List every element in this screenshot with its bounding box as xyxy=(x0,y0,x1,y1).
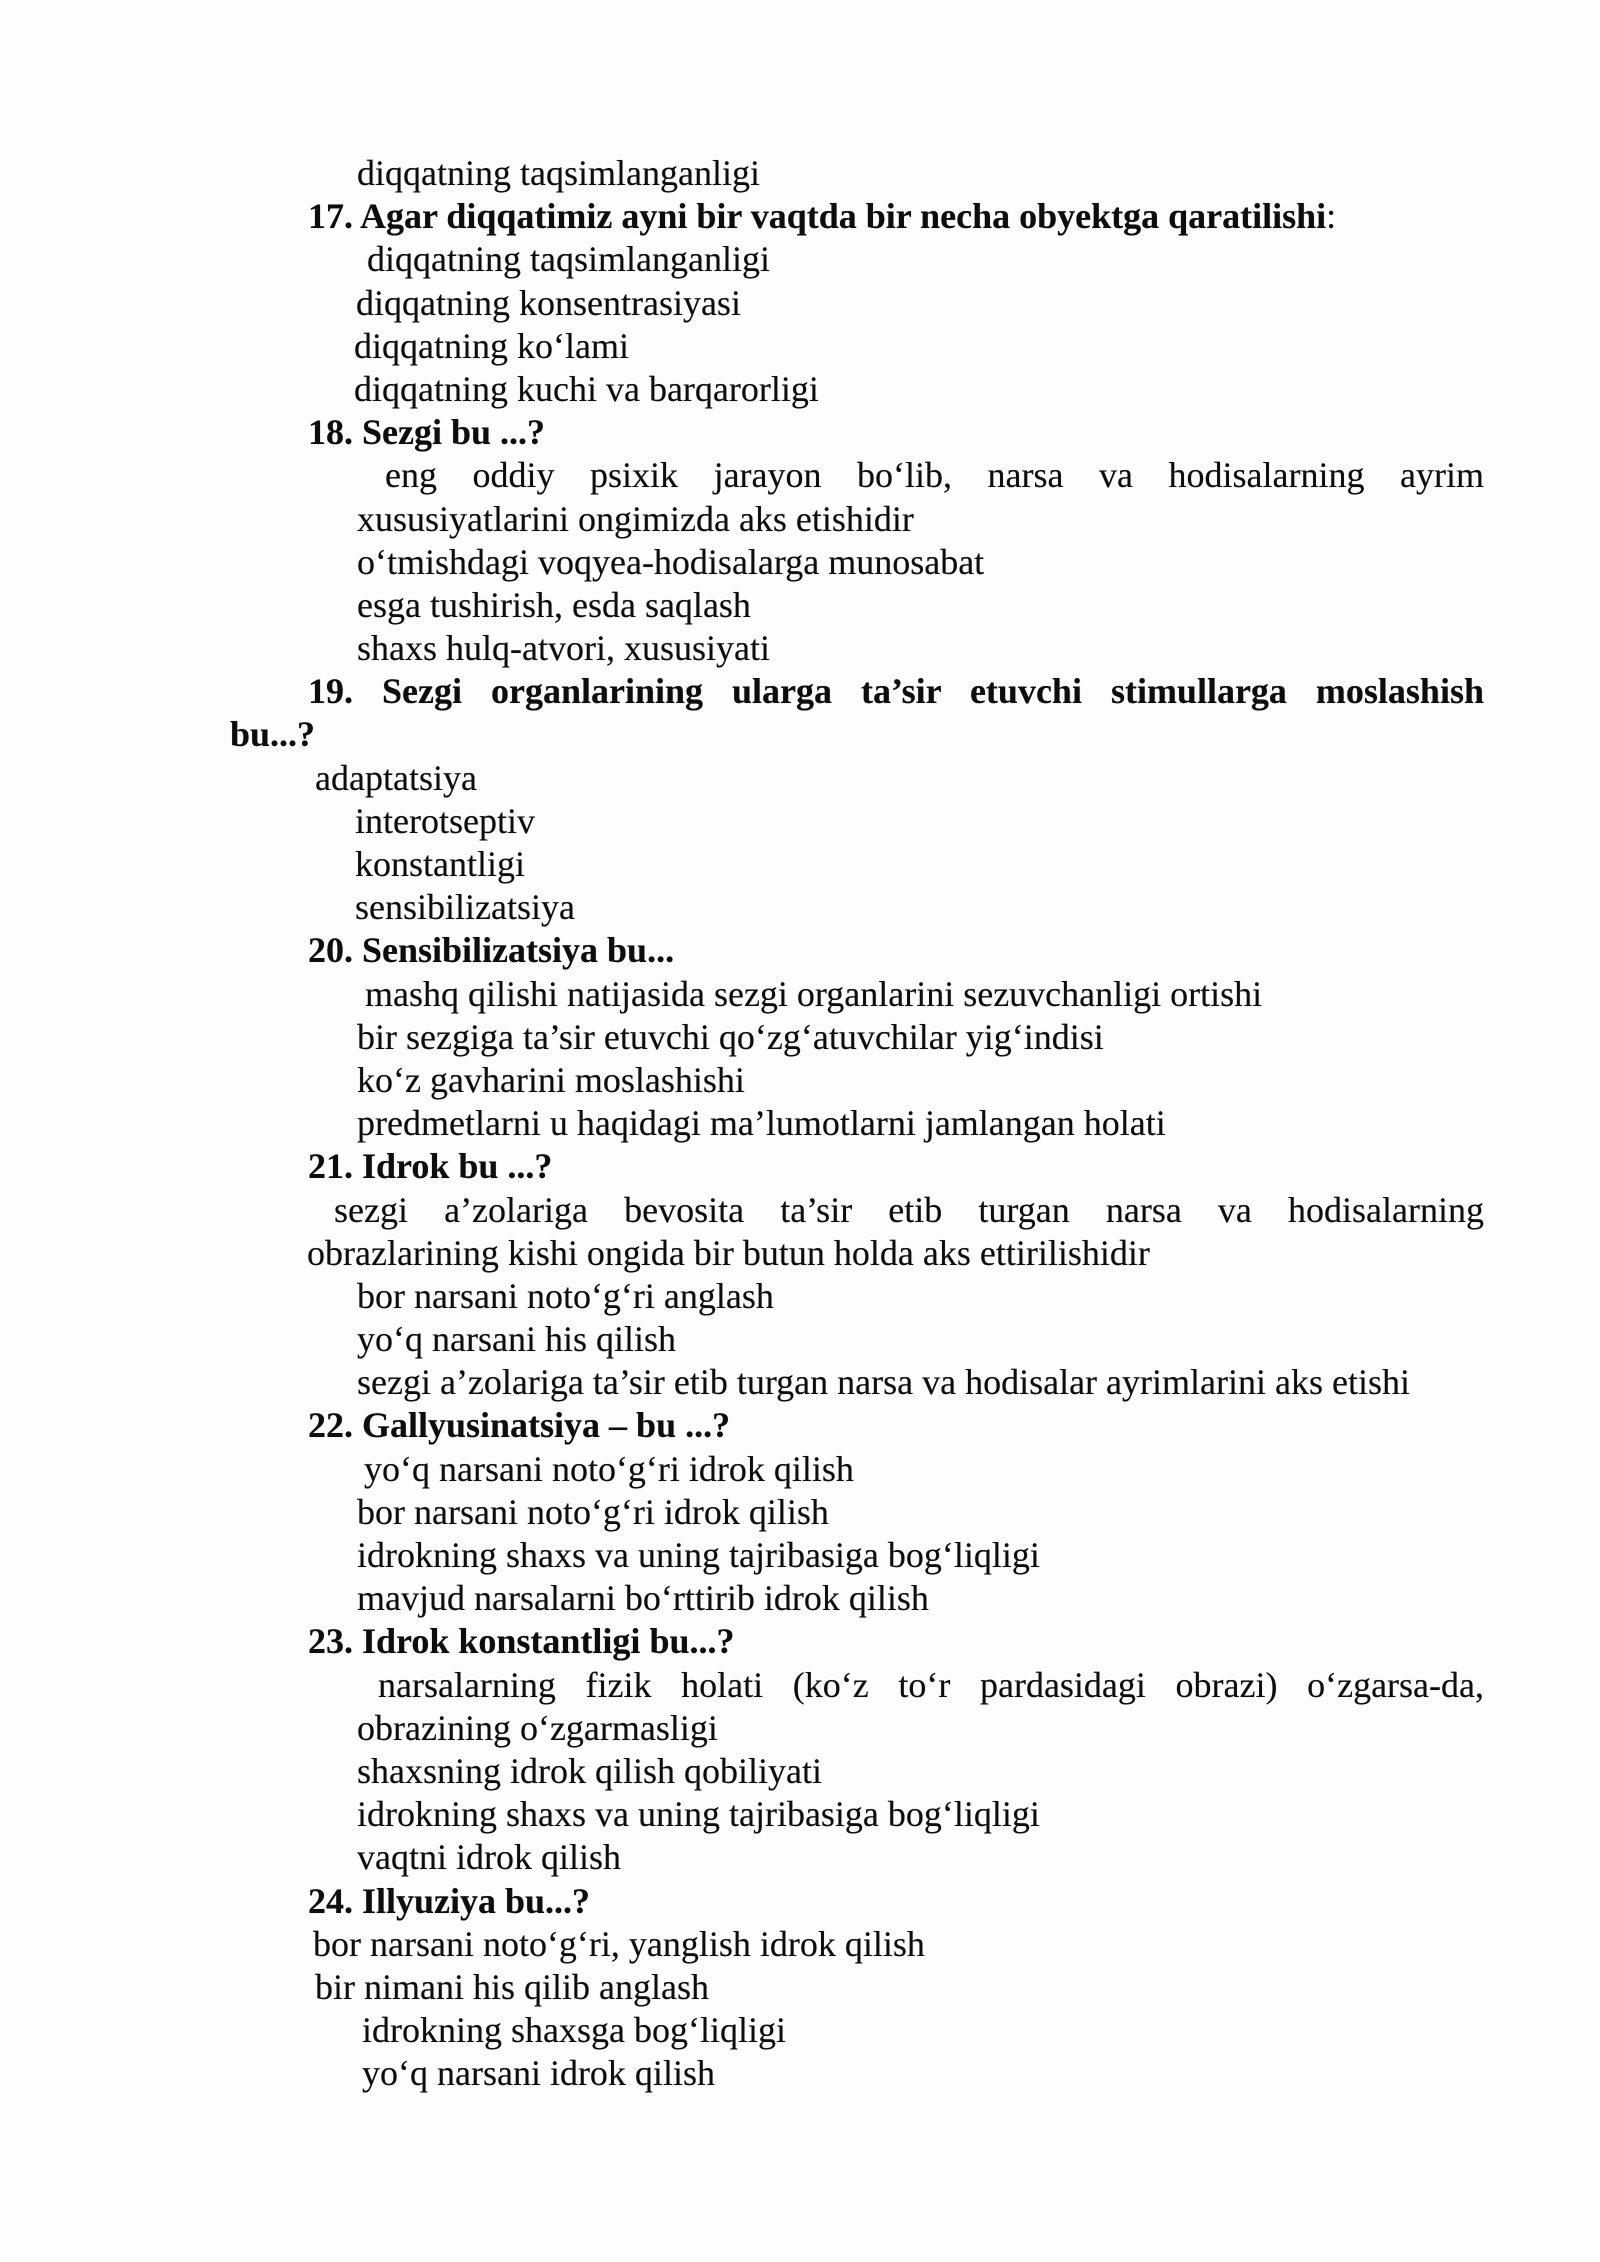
answer-line: mavjud narsalarni bo‘rttirib idrok qilish xyxy=(357,1578,929,1619)
answer-line: diqqatning taqsimlanganligi xyxy=(367,239,770,280)
answer-line: shaxs hulq-atvori, xususiyati xyxy=(357,628,770,669)
question-line: 23. Idrok konstantligi bu...? xyxy=(308,1621,735,1662)
answer-line: bor narsani noto‘g‘ri, yanglish idrok qilish xyxy=(313,1923,925,1964)
answer-line: idrokning shaxsga bog‘liqligi xyxy=(362,2010,786,2051)
answer-line: shaxsning idrok qilish qobiliyati xyxy=(357,1750,822,1791)
answer-line: konstantligi xyxy=(355,844,525,884)
answer-line: bir sezgiga ta’sir etuvchi qo‘zg‘atuvchilar yig‘indisi xyxy=(357,1016,1104,1057)
answer-line: xususiyatlarini ongimizda aks etishidir xyxy=(357,498,914,539)
answer-line: diqqatning kuchi va barqarorligi xyxy=(354,368,819,409)
answer-line: diqqatning taqsimlanganligi xyxy=(357,153,760,193)
answer-line: yo‘q narsani noto‘g‘ri idrok qilish xyxy=(364,1448,854,1489)
answer-line: narsalarning fizik holati (ko‘z to‘r pardasidagi obrazi) o‘zgarsa-da, xyxy=(378,1664,1484,1705)
question-line: 21. Idrok bu ...? xyxy=(308,1146,553,1187)
answer-line: bor narsani noto‘g‘ri anglash xyxy=(357,1275,774,1316)
answer-line: o‘tmishdagi voqyea-hodisalarga munosabat xyxy=(357,541,985,582)
answer-line: idrokning shaxs va uning tajribasiga bog‘liqligi xyxy=(357,1535,1040,1575)
question-line: 20. Sensibilizatsiya bu... xyxy=(308,930,675,971)
answer-line: mashq qilishi natijasida sezgi organlarini sezuvchanligi ortishi xyxy=(365,973,1263,1014)
answer-line: bir nimani his qilib anglash xyxy=(315,1966,709,2007)
answer-line: bor narsani noto‘g‘ri idrok qilish xyxy=(357,1491,829,1532)
question-line: 19. Sezgi organlarining ularga ta’sir etuvchi stimullarga moslashish xyxy=(308,671,1484,712)
question-colon: : xyxy=(1326,196,1337,237)
answer-line: obrazlarining kishi ongida bir butun holda aks ettirilishidir xyxy=(307,1232,1150,1273)
answer-line: obrazining o‘zgarmasligi xyxy=(357,1707,718,1748)
answer-line: diqqatning konsentrasiyasi xyxy=(356,282,741,323)
answer-line: predmetlarni u haqidagi ma’lumotlarni jamlangan holati xyxy=(357,1103,1166,1144)
answer-line: idrokning shaxs va uning tajribasiga bog‘liqligi xyxy=(357,1794,1040,1835)
answer-line: sezgi a’zolariga ta’sir etib turgan narsa va hodisalar ayrimlarini aks etishi xyxy=(357,1362,1410,1403)
answer-line: eng oddiy psixik jarayon bo‘lib, narsa va hodisalarning ayrim xyxy=(385,455,1484,496)
answer-line: adaptatsiya xyxy=(315,757,477,798)
answer-line: sensibilizatsiya xyxy=(355,887,575,928)
question-line: bu...? xyxy=(230,714,316,755)
question-line: 17. Agar diqqatimiz ayni bir vaqtda bir necha obyektga qaratilishi: xyxy=(308,196,1337,237)
question-line: 22. Gallyusinatsiya – bu ...? xyxy=(308,1405,731,1446)
answer-line: ko‘z gavharini moslashishi xyxy=(357,1059,745,1100)
answer-line: yo‘q narsani his qilish xyxy=(357,1319,676,1360)
answer-line: diqqatning ko‘lami xyxy=(354,325,629,366)
answer-line: vaqtni idrok qilish xyxy=(357,1837,621,1878)
question-line: 24. Illyuziya bu...? xyxy=(308,1880,591,1921)
answer-line: esga tushirish, esda saqlash xyxy=(357,584,751,625)
answer-line: interotseptiv xyxy=(355,800,535,841)
answer-line: sezgi a’zolariga bevosita ta’sir etib turgan narsa va hodisalarning xyxy=(334,1189,1484,1230)
answer-line: yo‘q narsani idrok qilish xyxy=(362,2053,715,2094)
question-line: 18. Sezgi bu ...? xyxy=(308,412,546,453)
document-lines xyxy=(0,152,1600,2095)
